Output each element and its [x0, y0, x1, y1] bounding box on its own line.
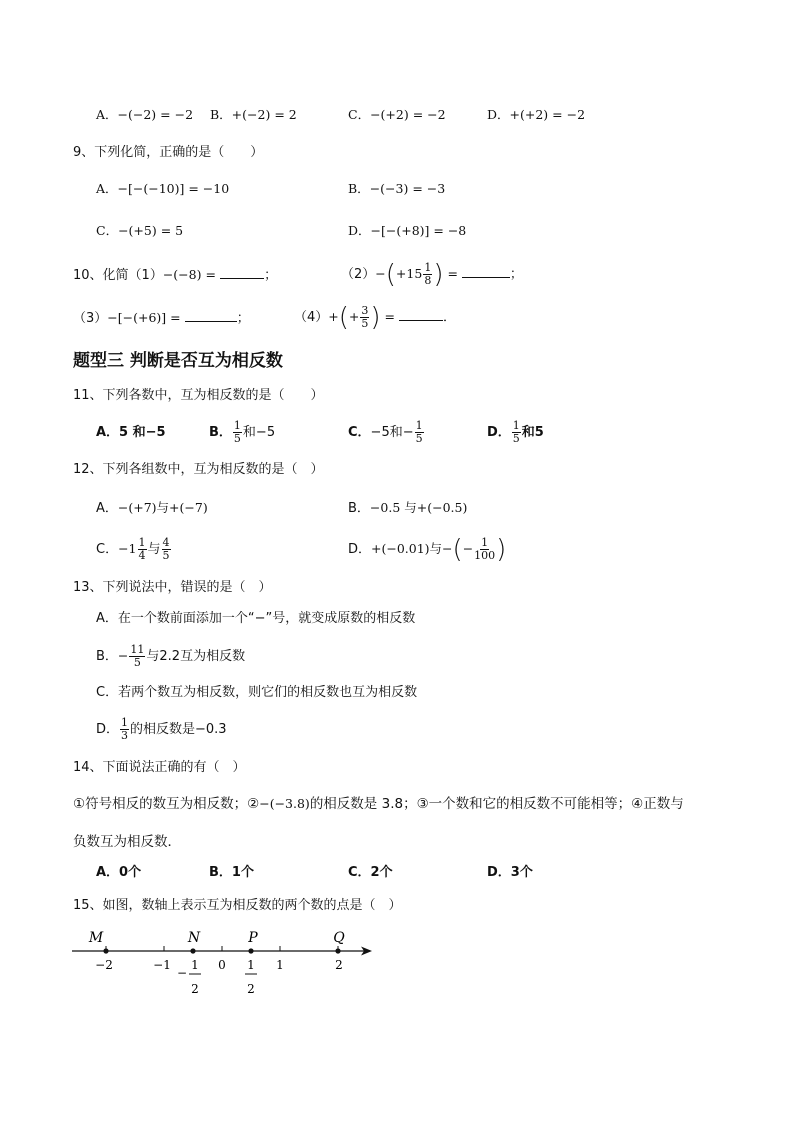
q13-stem: 13、下列说法中，错误的是（ ）: [73, 580, 272, 595]
q11-option-a: A．5 和−5: [96, 425, 166, 440]
q14-statement-line-2: 负数互为相反数．: [73, 834, 181, 850]
point-p: [248, 948, 253, 953]
q12-option-b: B．−0.5 与+(−0.5): [348, 500, 468, 516]
tick-label-neg2: −2: [95, 958, 113, 972]
q13-option-d: D． $\frac{1}{3}$ 的相反数是−0.3: [96, 716, 227, 742]
q10-part-2: （2）−(+15 $\frac{1}{8}$ ) = ；: [341, 259, 523, 290]
q8-option-a: A．−(−2) = −2: [96, 107, 194, 122]
q15-stem: 15、如图，数轴上表示互为相反数的两个数的点是（ ）: [73, 898, 402, 913]
q10-part-1: 10、化简（1）−(−8) = ；: [73, 267, 278, 283]
q13-option-c: C．若两个数互为相反数，则它们的相反数也互为相反数: [96, 685, 418, 700]
q14-statement-line-1: ①符号相反的数互为相反数；②−(−3.8)的相反数是 3.8；③一个数和它的相反数不可能相等；④正数与: [73, 796, 684, 812]
point-q: [335, 948, 340, 953]
q9-option-d: D．−[−(+8)] = −8: [348, 223, 467, 238]
q9-stem: 9、下列化简，正确的是（ ）: [73, 145, 264, 160]
q11-option-c: C．−5和− $\frac{1}{5}$: [348, 419, 423, 445]
q9-option-b: B．−(−3) = −3: [348, 181, 446, 196]
q9-option-c: C．−(+5) = 5: [96, 223, 184, 238]
q9-option-a: A．−[−(−10)] = −10: [96, 181, 230, 196]
q8-option-c: C．−(+2) = −2: [348, 107, 446, 122]
label-p: P: [248, 930, 258, 946]
n-value-denominator: 2: [191, 982, 199, 996]
tick-label-neg1: −1: [153, 958, 171, 972]
q12-option-c: C．−1 $\frac{1}{4}$ 与 $\frac{4}{5}$: [96, 536, 170, 562]
q12-option-d: D．+(−0.01)与−(− $\frac{1}{100}$ ): [348, 534, 507, 565]
q8-option-b: B．+(−2) = 2: [210, 107, 297, 122]
label-n: N: [187, 930, 201, 946]
q14-option-c: C．2个: [348, 865, 393, 880]
q14-option-a: A．0个: [96, 865, 142, 880]
p-value-denominator: 2: [247, 982, 255, 996]
q12-stem: 12、下列各组数中，互为相反数的是（ ）: [73, 462, 324, 477]
label-q: Q: [333, 930, 345, 946]
q8-option-d: D．+(+2) = −2: [487, 107, 586, 122]
p-value-numerator: 1: [247, 958, 255, 972]
q13-option-a: A．在一个数前面添加一个“−”号，就变成原数的相反数: [96, 611, 416, 626]
point-m: [103, 948, 108, 953]
n-value-numerator: 1: [191, 958, 199, 972]
q13-option-b: B．− $\frac{11}{5}$ 与2.2互为相反数: [96, 643, 246, 669]
q11-option-b: B． $\frac{1}{5}$ 和−5: [209, 419, 276, 445]
q14-option-d: D．3个: [487, 865, 533, 880]
tick-label-0: 0: [218, 958, 226, 972]
q10-part-4: （4）+(+ $\frac{3}{5}$ ) = ．: [294, 302, 456, 333]
q12-option-a: A．−(+7)与+(−7): [96, 500, 208, 516]
q14-option-b: B．1个: [209, 865, 254, 880]
n-value-sign: −: [176, 966, 188, 980]
q14-stem: 14、下面说法正确的有（ ）: [73, 760, 246, 775]
q11-option-d: D． $\frac{1}{5}$ 和5: [487, 419, 544, 445]
tick-label-2: 2: [335, 958, 343, 972]
q10-part-3: （3）−[−(+6)] = ；: [73, 310, 250, 326]
point-n: [190, 948, 195, 953]
tick-label-1: 1: [276, 958, 284, 972]
section-heading: 题型三 判断是否互为相反数: [73, 351, 283, 371]
label-m: M: [88, 930, 104, 946]
q11-stem: 11、下列各数中，互为相反数的是（ ）: [73, 388, 324, 403]
